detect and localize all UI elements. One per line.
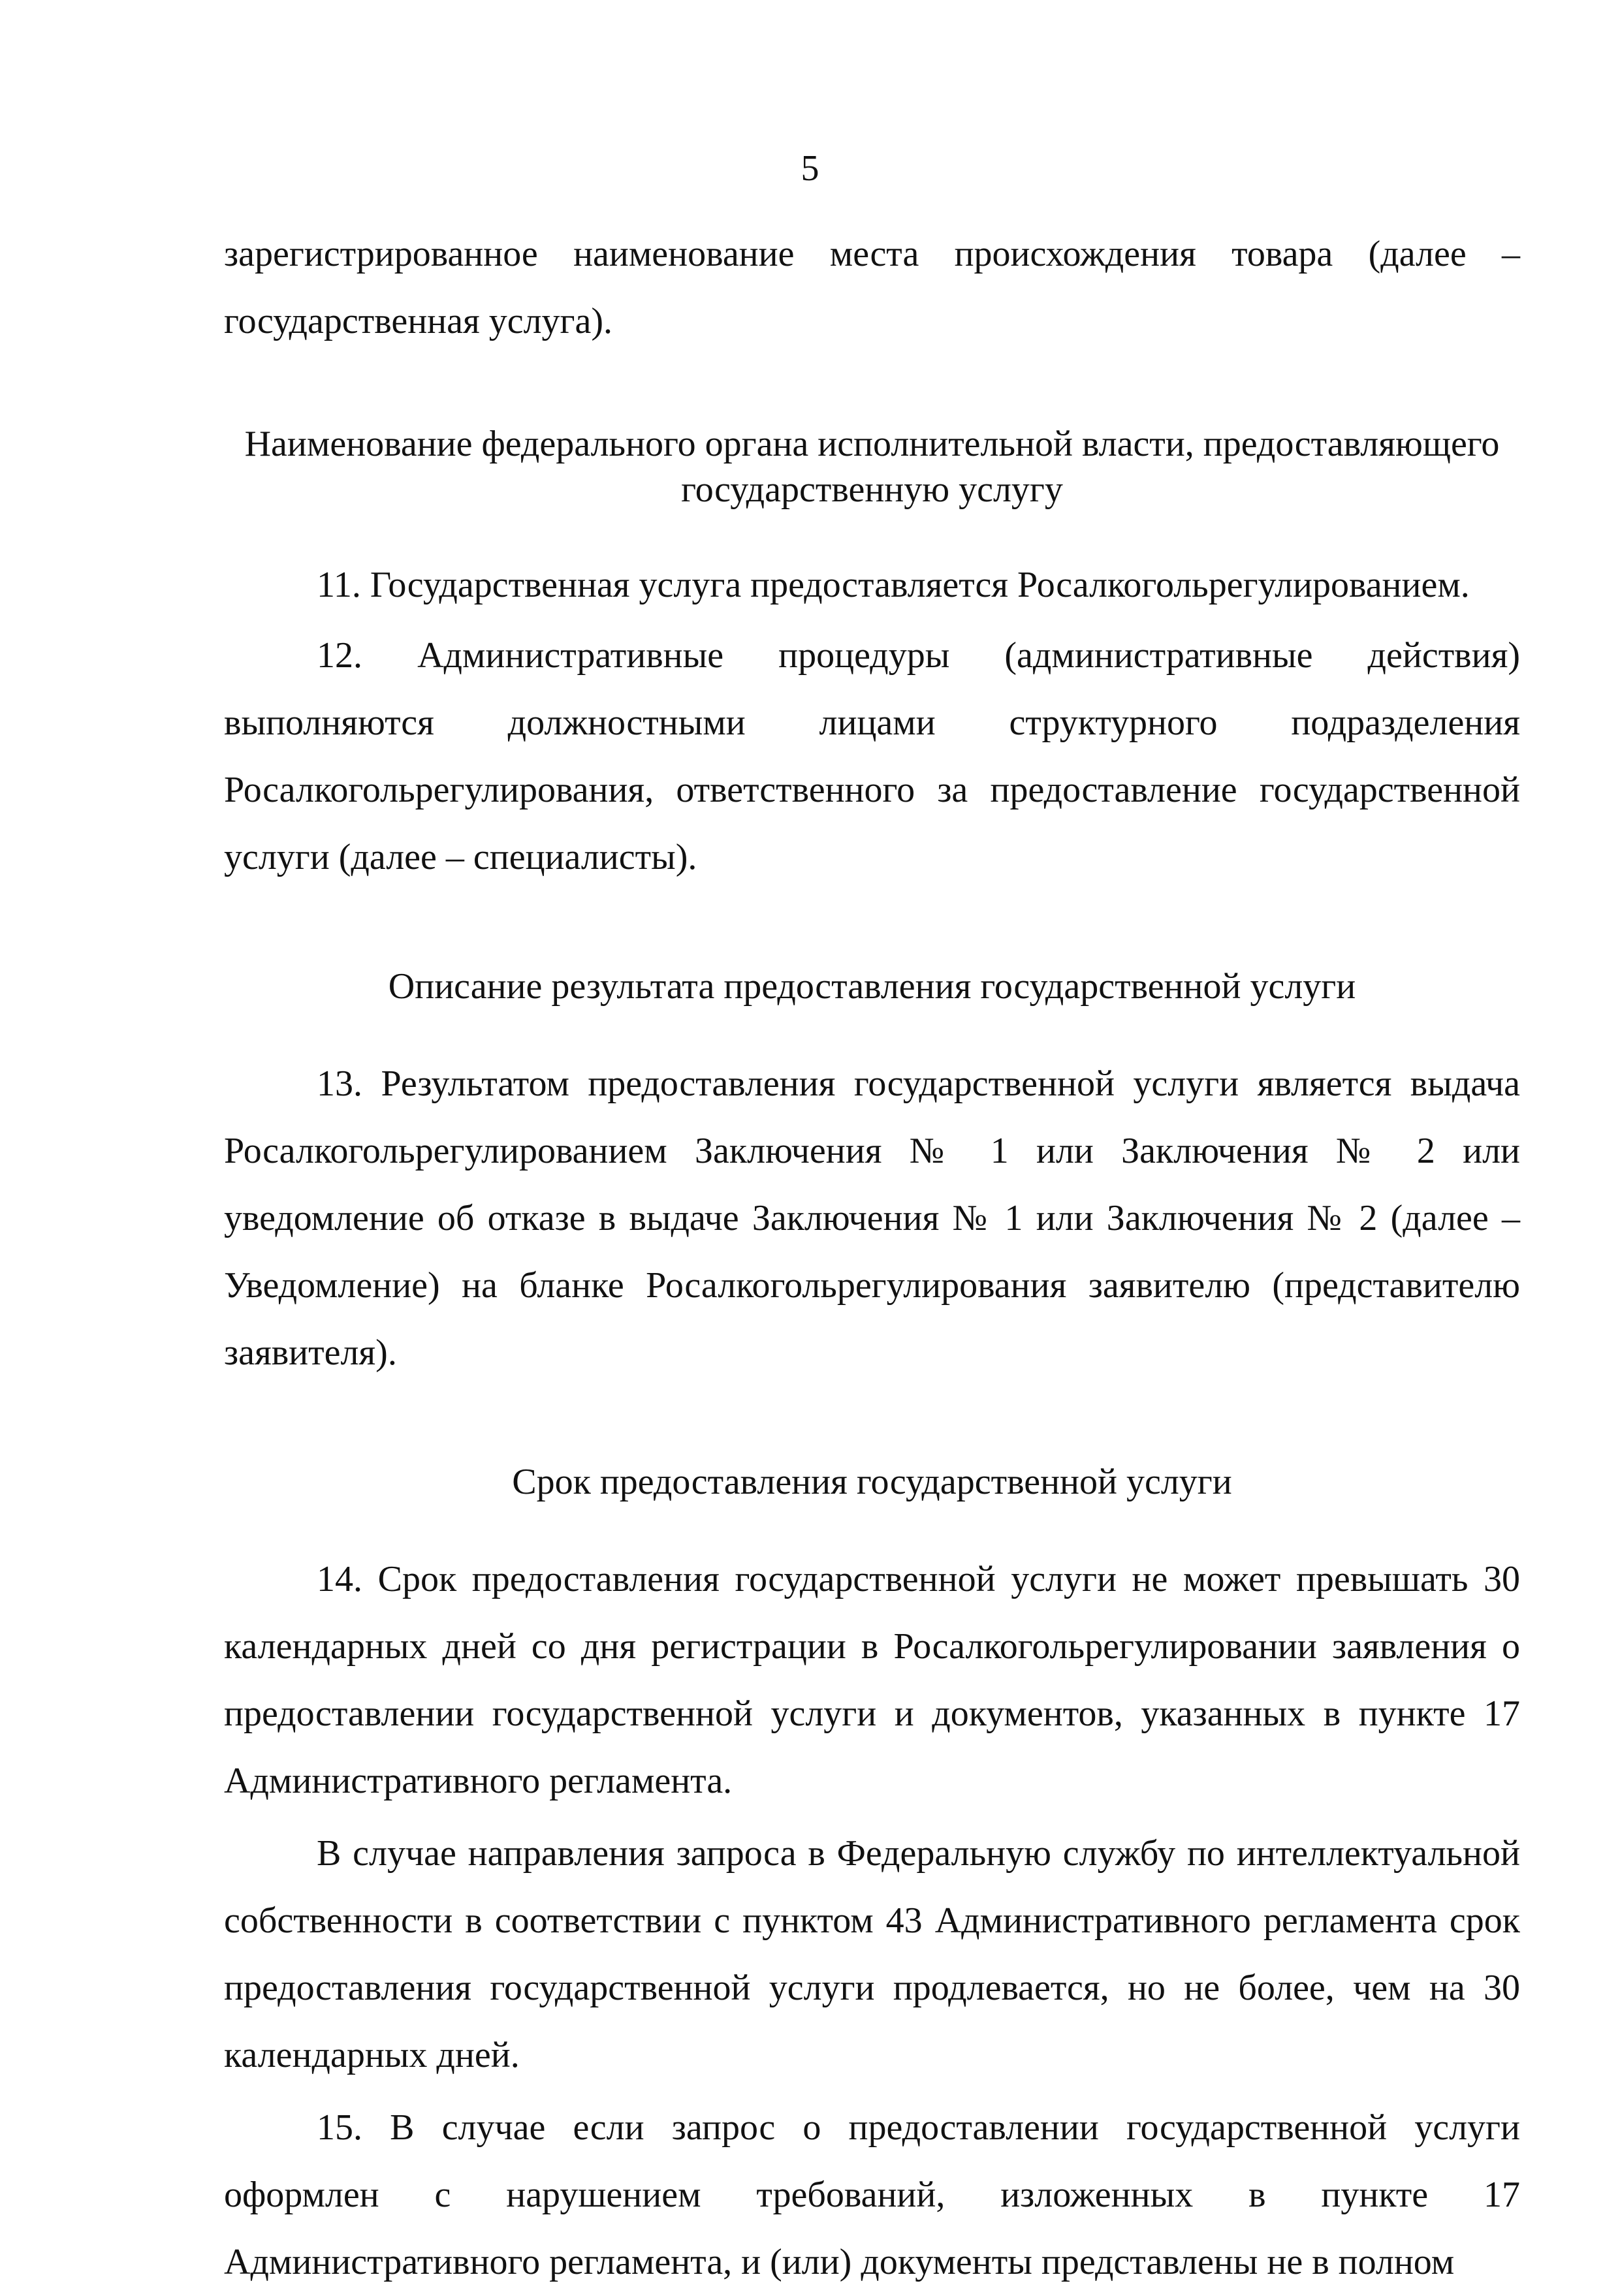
- paragraph-15: 15. В случае если запрос о предоставлении государственной услуги оформлен с нарушением требований, изложенных в пункте 17 Административного регламента, и (или) документы представлены не в полном: [224, 2107, 1520, 2282]
- page-number: 5: [801, 148, 819, 189]
- paragraph-13: 13. Результатом предоставления государственной услуги является выдача Росалкогольрегулированием Заключения № 1 или Заключения № 2 или уведомление об отказе в выдаче Заключения № 1 или Заключения № 2 (далее – Уведомление) на бланке Росалкогольрегулирования заявителю (представителю заявителя).: [224, 1063, 1520, 1373]
- section-heading-term: Срок предоставления государственной услуги: [512, 1462, 1232, 1502]
- section-heading-authority: Наименование федерального органа исполнительной власти, предоставляющего государственную услугу: [244, 424, 1500, 510]
- section-heading-result: Описание результата предоставления государственной услуги: [388, 966, 1356, 1007]
- paragraph-14-extension: В случае направления запроса в Федеральную службу по интеллектуальной собственности в соответствии с пунктом 43 Административного регламента срок предоставления государственной услуги продлевается, но не более, чем на 30 календарных дней.: [224, 1833, 1520, 2075]
- document-body: [224, 221, 1520, 2296]
- intro-paragraph: зарегистрированное наименование места происхождения товара (далее – государственная услуга).: [224, 234, 1520, 341]
- paragraph-14: 14. Срок предоставления государственной услуги не может превышать 30 календарных дней со дня регистрации в Росалкогольрегулировании заявления о предоставлении государственной услуги и документов, указанных в пункте 17 Административного регламента.: [224, 1559, 1520, 1801]
- paragraph-11: 11. Государственная услуга предоставляется Росалкогольрегулированием.: [317, 565, 1470, 605]
- paragraph-12: 12. Административные процедуры (административные действия) выполняются должностными лицами структурного подразделения Росалкогольрегулирования, ответственного за предоставление государственной услуги (далее – специалисты).: [224, 635, 1520, 877]
